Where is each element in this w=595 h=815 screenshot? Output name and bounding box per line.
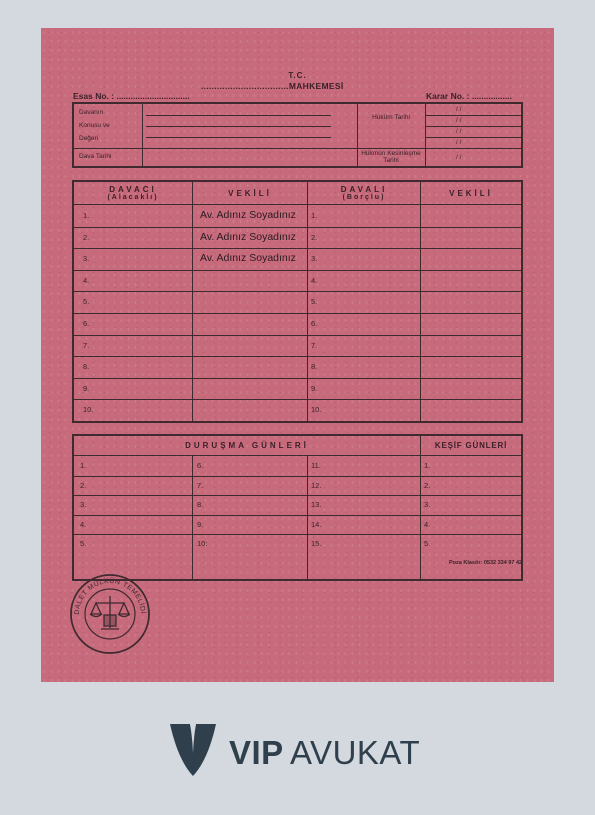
court-name-line: .................................MAHKEMESİ <box>201 81 344 91</box>
col-alacakli: (Alacaklı) <box>107 194 159 201</box>
brand-vip: VIP <box>229 734 284 771</box>
kesif-day-number: 3. <box>424 500 431 510</box>
lawyer-name: Av. Adınız Soyadınız <box>200 209 296 221</box>
durusma-day-number: 8. <box>197 500 204 510</box>
case-info-box <box>72 102 523 168</box>
seal-text: DALET MÜLKÜN TEMELİDİ <box>73 577 147 615</box>
brand-avukat: AVUKAT <box>290 734 421 771</box>
label-hukum-tarihi: Hüküm Tarihi <box>372 114 410 121</box>
kesif-day-number: 4. <box>424 519 431 529</box>
davali-row-number: 10. <box>311 405 322 415</box>
durusma-day-number: 12. <box>311 480 322 490</box>
davali-row-number: 7. <box>311 340 318 350</box>
durusma-day-number: 5. <box>80 539 87 549</box>
hearings-table <box>72 434 523 581</box>
durusma-day-number: 7. <box>197 480 204 490</box>
davaci-row-number: 4. <box>83 275 90 285</box>
svg-text:ADALET MÜLKÜN TEMELİDİR <box>68 572 148 615</box>
col-borclu: (Borçlu) <box>342 194 386 201</box>
lawyer-name: Av. Adınız Soyadınız <box>200 230 296 243</box>
davali-row-number: 1. <box>311 211 318 220</box>
kesif-gunleri-title: KEŞİF GÜNLERİ <box>434 441 508 450</box>
contact-text: Poza Klasör: 0532 334 97 42 <box>449 560 523 566</box>
col-davali: DAVALI <box>340 185 388 194</box>
col-vekili-1: VEKİLİ <box>228 189 272 198</box>
label-kesinlesme-tarihi: Tarihi <box>383 157 399 164</box>
davaci-row-number: 7. <box>83 340 90 350</box>
durusma-day-number: 3. <box>80 500 87 510</box>
parties-table <box>72 180 523 423</box>
date-slash: / / <box>456 117 462 124</box>
lawyer-name: Av. Adınız Soyadınız <box>200 252 296 265</box>
davaci-row-number: 5. <box>83 297 90 307</box>
davaci-row-number: 2. <box>83 232 90 242</box>
durusma-day-number: 2. <box>80 480 87 490</box>
durusma-day-number: 4. <box>80 519 87 529</box>
brand-logo <box>0 712 595 782</box>
davaci-row-number: 8. <box>83 362 90 372</box>
kesif-day-number: 2. <box>424 480 431 490</box>
durusma-day-number: 1. <box>80 461 87 470</box>
davaci-row-number: 6. <box>83 319 90 328</box>
davali-row-number: 9. <box>311 383 318 393</box>
davali-row-number: 6. <box>311 319 318 328</box>
davaci-row-number: 1. <box>83 211 90 220</box>
davali-row-number: 8. <box>311 362 318 372</box>
davali-row-number: 4. <box>311 275 318 285</box>
col-davaci: DAVACI <box>109 185 157 194</box>
date-slash: / / <box>456 128 462 135</box>
davaci-row-number: 10. <box>83 405 94 415</box>
durusma-day-number: 13. <box>311 500 322 510</box>
davali-row-number: 5. <box>311 297 318 307</box>
durusma-day-number: 9. <box>197 519 204 529</box>
court-file-folder <box>41 28 554 682</box>
label-dava-tarihi: Dava Tarihi <box>79 153 112 160</box>
col-vekili-2: VEKİLİ <box>449 189 493 198</box>
label-degeri: Değeri <box>79 135 99 142</box>
justice-seal <box>68 572 152 656</box>
karar-no-field: Karar No. : ................. <box>426 91 512 101</box>
durusma-day-number: 6. <box>197 461 204 470</box>
kesif-day-number: 1. <box>424 461 431 470</box>
davali-row-number: 3. <box>311 254 318 264</box>
kesif-day-number: 5. <box>424 539 431 549</box>
label-davanin: Davanın <box>79 109 104 116</box>
date-slash: / / <box>456 139 462 146</box>
date-slash: / / <box>456 106 462 113</box>
label-konusu: Konusu ve <box>79 122 110 129</box>
header-tc: T.C. <box>288 71 307 80</box>
vip-shield-icon <box>168 722 218 778</box>
durusma-day-number: 14. <box>311 519 322 529</box>
davaci-row-number: 3. <box>83 254 90 264</box>
durusma-day-number: 11. <box>311 461 321 470</box>
scales-icon <box>90 596 130 629</box>
esas-no-field: Esas No. : ............................... <box>73 91 190 101</box>
date-slash: / / <box>456 154 462 161</box>
davali-row-number: 2. <box>311 232 318 242</box>
label-kesinlesme: Hükmün Kesinleşme <box>361 150 421 157</box>
durusma-gunleri-title: DURUŞMA GÜNLERİ <box>185 441 309 450</box>
davaci-row-number: 9. <box>83 383 90 393</box>
durusma-day-number: 10: <box>197 539 208 549</box>
durusma-day-number: 15. <box>311 539 322 549</box>
